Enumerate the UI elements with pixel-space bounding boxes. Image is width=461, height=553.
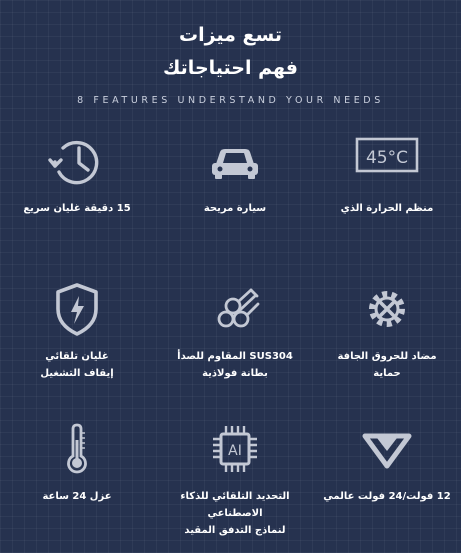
ai-chip-icon (199, 422, 271, 478)
thermostat-display-icon (351, 134, 423, 190)
thermometer-icon (41, 422, 113, 478)
diamond-badge-icon (351, 422, 423, 478)
feature-label: التحديد التلقائي للذكاء الاصطناعي لنماذج التدفق المقيد (180, 491, 290, 536)
feature-label: غليان تلقائي إيقاف التشغيل (40, 351, 114, 379)
feature-label: 12 فولت/24 فولت عالمي (323, 491, 451, 502)
feature-label: 15 دقيقة غليان سريع (23, 203, 131, 214)
feature-label: منظم الحرارة الذي (340, 203, 434, 214)
page-title: تسع ميزات (178, 24, 282, 46)
steel-pipes-icon (199, 282, 271, 338)
lightning-shield-icon (41, 282, 113, 338)
feature-label: سيارة مريحة (203, 203, 267, 214)
feature-label: مضاد للحروق الجافة حماية (337, 351, 437, 379)
display-temperature: 45°C (365, 148, 409, 168)
car-icon (199, 134, 271, 190)
chip-label: AI (228, 443, 242, 459)
gear-wrench-icon (351, 282, 423, 338)
feature-label: عزل 24 ساعة (42, 491, 112, 502)
clock-arrow-icon (41, 134, 113, 190)
feature-label: SUS304 المقاوم للصدأ بطانة فولاذية (177, 351, 293, 379)
page-subtitle: 8 FEATURES UNDERSTAND YOUR NEEDS (77, 95, 384, 106)
page-title-secondary: فهم احتياجاتك (162, 57, 298, 79)
